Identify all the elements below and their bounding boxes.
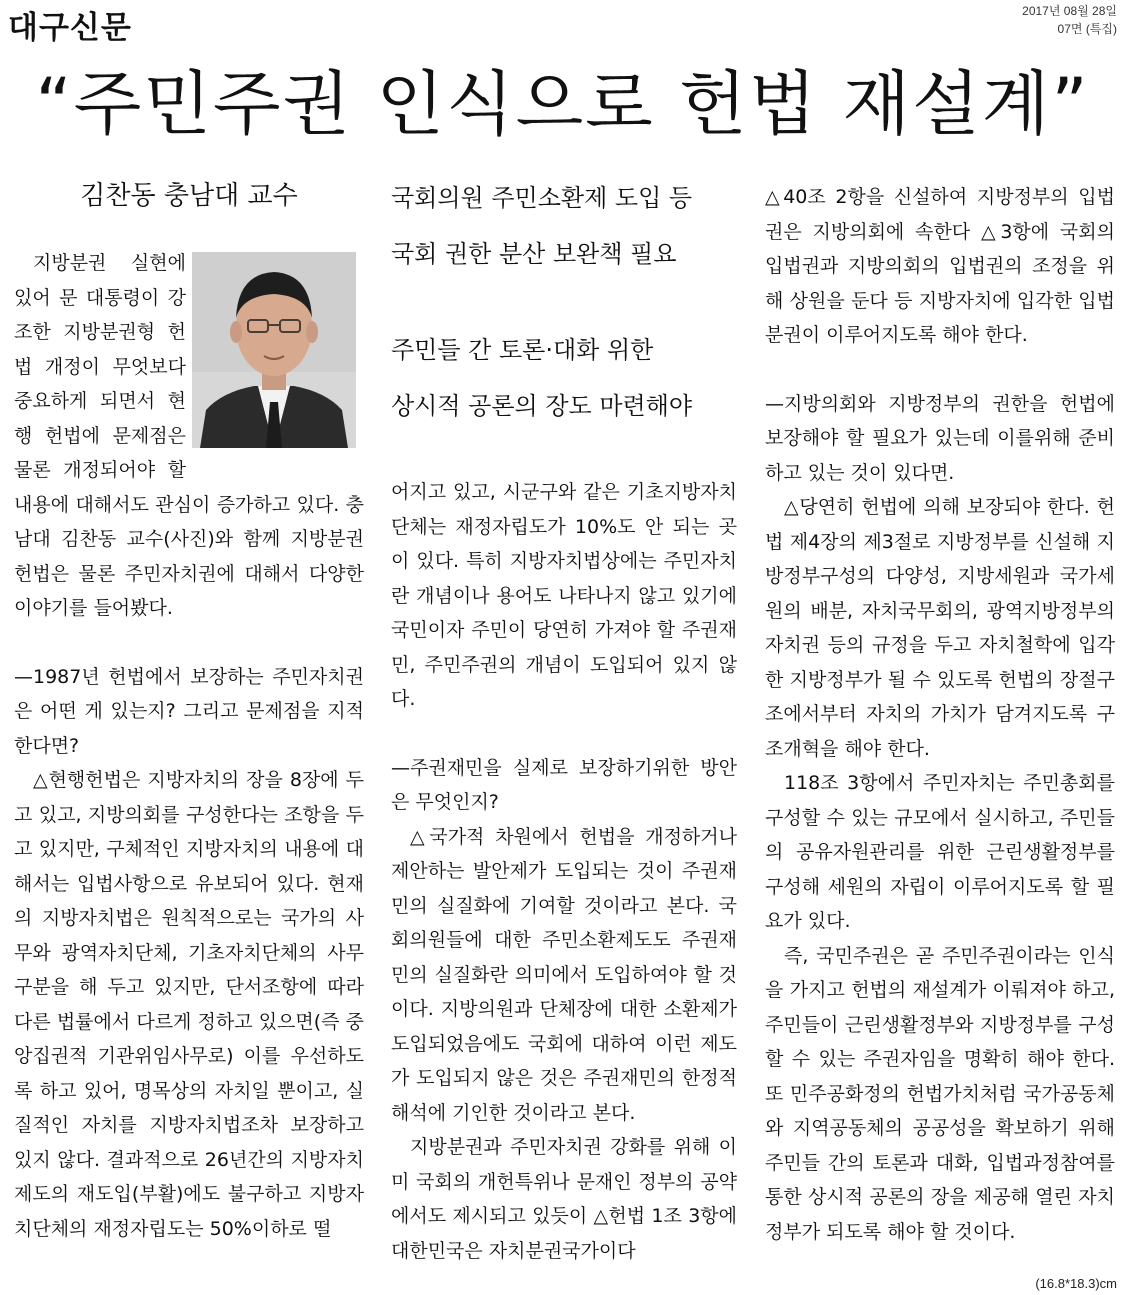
subhead-line-1: 국회의원 주민소환제 도입 등 (391, 184, 693, 212)
continued-answer: △40조 2항을 신설하여 지방정부의 입법권은 지방의회에 속한다 △3항에 국회의 입법권과 지방의회의 입법권의 조정을 위해 상원을 둔다 등 지방자치에 입각한 입법분권이 이루어지도록 해야 한다. (765, 186, 1115, 346)
question-3: —지방의회와 지방정부의 권한을 헌법에 보장해야 할 필요가 있는데 이를위해 준비하고 있는 것이 있다면. (765, 392, 1115, 484)
answer-3-continued: 118조 3항에서 주민자치는 주민총회를 구성할 수 있는 규모에서 실시하고, 주민들의 공유자원관리를 위한 근린생활정부를 구성해 세원의 자립이 이루어지도록 할 필요가 있다. (765, 772, 1115, 932)
byline: 김찬동 충남대 교수 (80, 181, 298, 211)
subhead-line-4: 상시적 공론의 장도 마련해야 (391, 392, 693, 420)
column-middle (391, 170, 737, 1262)
middle-body (391, 475, 737, 1268)
column-right (765, 180, 1115, 1249)
subhead-line-3: 주민들 간 토론·대화 위한 (391, 336, 654, 364)
question-1: —1987년 헌법에서 보장하는 주민자치권은 어떤 게 있는지? 그리고 문제점을 지적한다면? (14, 665, 364, 757)
intro-paragraph: 지방분권 실현에 있어 문 대통령이 강조한 지방분권형 헌법 개정이 무엇보다 중요하게 되면서 현행 헌법에 문제점은 물론 개정되어야 할 내용에 대해서도 관심이 증가하고 있다. 충남대 김찬동 교수(사진)와 함께 지방분권 헌법은 물론 주민자치권에 대해서 다양한 이야기를 들어봤다. (14, 252, 364, 619)
article-size-note: (16.8*18.3)cm (1035, 1276, 1117, 1291)
dateline (1022, 2, 1117, 38)
publication-date: 2017년 08월 28일 (1022, 4, 1117, 18)
column-left (14, 170, 364, 1240)
question-2: —주권재민을 실제로 보장하기위한 방안은 무엇인지? (391, 756, 737, 813)
headline: “주민주권 인식으로 헌법 재설계” (35, 63, 1090, 145)
answer-2: △국가적 차원에서 헌법을 개정하거나 제안하는 발안제가 도입되는 것이 주권재민의 실질화에 기여할 것이라고 본다. 국회의원들에 대한 주민소환제도도 주권재민의 실질화란 의미에서 도입하여야 할 것이다. 지방의원과 단체장에 대한 소환제가 도입되었음에도 국회에 대하여 이런 제도가 도입되지 않은 것은 주권재민의 한정적 해석에 기인한 것이라고 본다. (391, 825, 737, 1124)
answer-3-conclusion: 즉, 국민주권은 곧 주민주권이라는 인식을 가지고 헌법의 재설계가 이뤄져야 하고, 주민들이 근린생활정부와 지방정부를 구성할 수 있는 주권자임을 명확히 해야 한다. 또 민주공화정의 헌법가치처럼 국가공동체와 지역공동체의 공공성을 확보하기 위해 주민들 간의 토론과 대화, 입법과정참여를 통한 상시적 공론의 장을 제공해 열린 자치정부가 되도록 해야 할 것이다. (765, 944, 1115, 1243)
left-body (14, 246, 364, 1246)
answer-3: △당연히 헌법에 의해 보장되야 한다. 헌법 제4장의 제3절로 지방정부를 신설해 지방정부구성의 다양성, 지방세원과 국가세원의 배분, 자치국무회의, 광역지방정부의 자치권 등의 규정을 두고 자치철학에 입각한 지방정부가 될 수 있도록 헌법의 장절구조에서부터 자치의 가치가 담겨지도록 구조개혁을 해야 한다. (765, 496, 1115, 760)
subhead-group-1 (391, 170, 737, 322)
page-number: 07면 (특집) (1057, 22, 1117, 36)
newspaper-masthead: 대구신문 (8, 10, 132, 46)
continued-paragraph: 어지고 있고, 시군구와 같은 기초지방자치단체는 재정자립도가 10%도 안 되는 곳이 있다. 특히 지방자치법상에는 주민자치란 개념이나 용어도 나타나지 않고 있기에 국민이자 주민이 당연히 가져야 할 주권재민, 주민주권의 개념이 도입되어 있지 않다. (391, 481, 737, 710)
answer-1: △현행헌법은 지방자치의 장을 8장에 두고 있고, 지방의회를 구성한다는 조항을 두고 있지만, 구체적인 지방자치의 내용에 대해서는 입법사항으로 유보되어 있다. 현재의 지방자치법은 원칙적으로는 국가의 사무와 광역자치단체, 기초자치단체의 사무구분을 해 두고 있지만, 단서조항에 따라 다른 법률에서 다르게 정하고 있으면(즉 중앙집권적 기관위임사무로) 이를 우선하도록 하고 있어, 명목상의 자치일 뿐이고, 실질적인 자치를 지방자치법조차 보장하고 있지 않다. 결과적으로 26년간의 지방자치제도의 재도입(부활)에도 불구하고 지방자치단체의 재정자립도는 50%이하로 떨 (14, 769, 364, 1240)
subhead-group-2 (391, 322, 737, 470)
answer-2-continued: 지방분권과 주민자치권 강화를 위해 이미 국회의 개헌특위나 문재인 정부의 공약에서도 제시되고 있듯이 △헌법 1조 3항에 대한민국은 자치분권국가이다 (391, 1136, 737, 1262)
subhead-line-2: 국회 권한 분산 보완책 필요 (391, 240, 677, 268)
